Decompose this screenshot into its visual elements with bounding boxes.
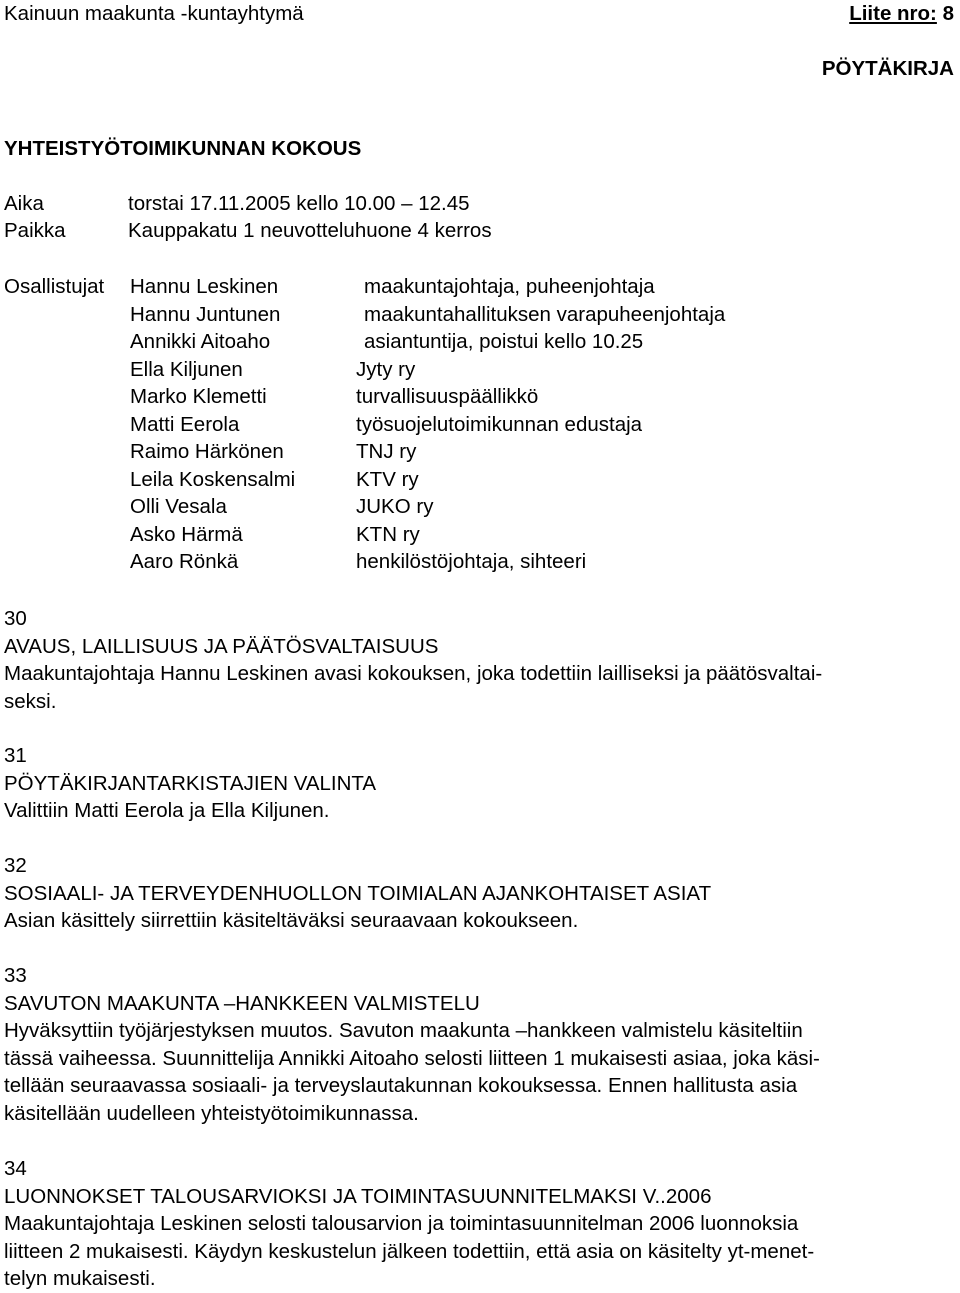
- participant-role: TNJ ry: [356, 440, 417, 463]
- participant-role: KTN ry: [356, 522, 420, 546]
- section-text-line: Asian käsittely siirrettiin käsiteltäväksi seuraavaan kokoukseen.: [4, 909, 579, 932]
- appendix-label: Liite nro:: [849, 2, 937, 25]
- participant-name: Asko Härmä: [130, 522, 243, 546]
- section-text-line: liitteen 2 mukaisesti. Käydyn keskustelun jälkeen todettiin, että asia on käsitelty yt-menet-: [4, 1239, 815, 1263]
- time-label: Aika: [4, 192, 44, 215]
- document-type: PÖYTÄKIRJA: [821, 57, 954, 80]
- participant-name: Olli Vesala: [130, 495, 227, 518]
- place-value: Kauppakatu 1 neuvotteluhuone 4 kerros: [128, 219, 492, 242]
- participant-role: työsuojelutoimikunnan edustaja: [356, 412, 643, 436]
- time-value: torstai 17.11.2005 kello 10.00 – 12.45: [128, 192, 470, 215]
- section-title: SOSIAALI- JA TERVEYDENHUOLLON TOIMIALAN AJANKOHTAISET ASIAT: [4, 881, 712, 905]
- participant-name: Aaro Rönkä: [130, 550, 239, 573]
- participant-name: Raimo Härkönen: [130, 440, 284, 463]
- section-text-line: Maakuntajohtaja Leskinen selosti talousarvion ja toimintasuunnitelman 2006 luonnoksia: [4, 1212, 799, 1235]
- section-text-line: Maakuntajohtaja Hannu Leskinen avasi kokouksen, joka todettiin lailliseksi ja päätösvaltai-: [4, 662, 823, 685]
- participant-role: Jyty ry: [356, 357, 416, 381]
- section-title: AVAUS, LAILLISUUS JA PÄÄTÖSVALTAISUUS: [4, 634, 439, 658]
- participant-role: maakuntahallituksen varapuheenjohtaja: [364, 302, 726, 326]
- appendix-number: 8: [942, 2, 954, 25]
- section-text-line: käsitellään uudelleen yhteistyötoimikunnassa.: [4, 1101, 419, 1125]
- participant-role: KTV ry: [356, 467, 419, 491]
- section-text-line: Valittiin Matti Eerola ja Ella Kiljunen.: [4, 799, 330, 822]
- section-number: 33: [4, 964, 27, 987]
- organization-name: Kainuun maakunta -kuntayhtymä: [4, 2, 304, 25]
- section-number: 30: [4, 607, 27, 630]
- section-text-line: tellään seuraavassa sosiaali- ja terveyslautakunnan kokouksessa. Ennen hallitusta asia: [4, 1074, 798, 1097]
- section-title: LUONNOKSET TALOUSARVIOKSI JA TOIMINTASUUNNITELMAKSI V..2006: [4, 1184, 712, 1208]
- participant-role: henkilöstöjohtaja, sihteeri: [356, 550, 587, 573]
- section-30: [4, 605, 954, 715]
- participant-name: Annikki Aitoaho: [130, 330, 271, 353]
- meeting-title: YHTEISTYÖTOIMIKUNNAN KOKOUS: [4, 137, 362, 160]
- section-text-line: telyn mukaisesti.: [4, 1267, 156, 1290]
- section-34: [4, 1155, 954, 1293]
- section-title: SAVUTON MAAKUNTA –HANKKEEN VALMISTELU: [4, 991, 480, 1015]
- section-number: 32: [4, 854, 27, 877]
- section-number: 31: [4, 744, 27, 767]
- participant-name: Leila Koskensalmi: [130, 467, 296, 491]
- appendix-info: [849, 0, 954, 28]
- section-33: [4, 962, 954, 1127]
- participant-role: JUKO ry: [356, 495, 434, 518]
- section-text-line: seksi.: [4, 689, 57, 713]
- participant-role: turvallisuuspäällikkö: [356, 385, 539, 408]
- participant-name: Ella Kiljunen: [130, 357, 243, 381]
- participant-role: maakuntajohtaja, puheenjohtaja: [364, 275, 655, 298]
- section-text-line: tässä vaiheessa. Suunnittelija Annikki Aitoaho selosti liitteen 1 mukaisesti asiaa, joka käsi-: [4, 1046, 820, 1070]
- participant-name: Hannu Leskinen: [130, 275, 279, 298]
- place-label: Paikka: [4, 219, 66, 242]
- section-32: [4, 852, 954, 935]
- section-number: 34: [4, 1157, 27, 1180]
- section-text-line: Hyväksyttiin työjärjestyksen muutos. Savuton maakunta –hankkeen valmistelu käsiteltiin: [4, 1019, 803, 1042]
- participants-label: Osallistujat: [4, 275, 105, 298]
- participant-name: Hannu Juntunen: [130, 302, 281, 326]
- section-31: [4, 742, 954, 825]
- participant-name: Matti Eerola: [130, 412, 240, 436]
- participant-name: Marko Klemetti: [130, 385, 267, 408]
- section-title: PÖYTÄKIRJANTARKISTAJIEN VALINTA: [4, 771, 377, 795]
- participant-role: asiantuntija, poistui kello 10.25: [364, 330, 644, 353]
